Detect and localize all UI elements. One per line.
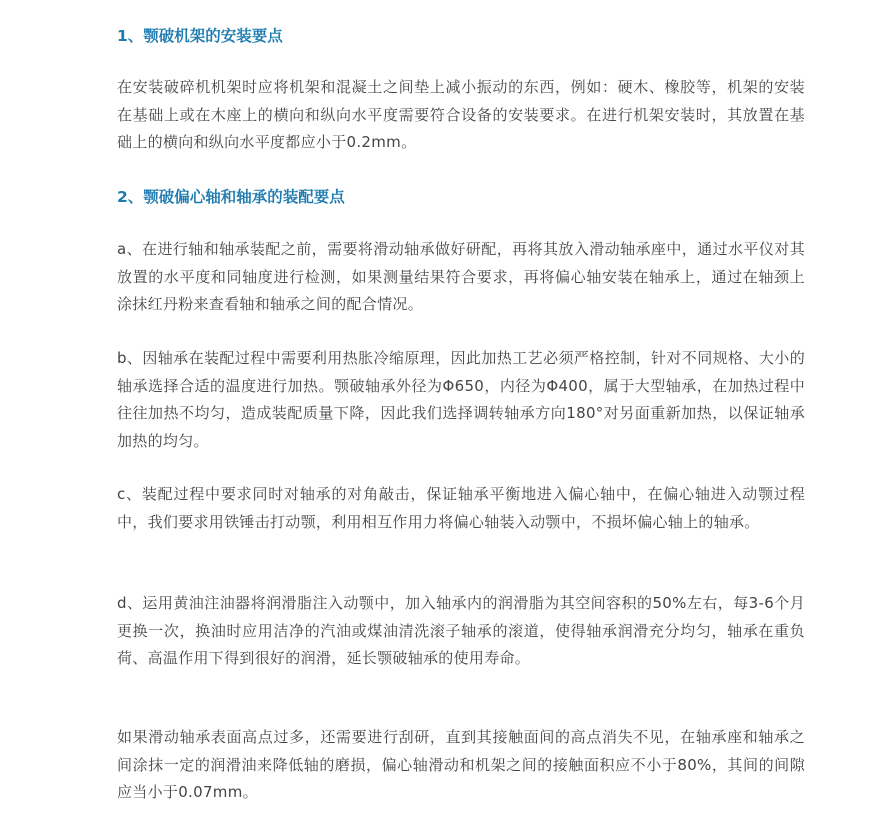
- paragraph-item-d: d、运用黄油注油器将润滑脂注入动颚中，加入轴承内的润滑脂为其空间容积的50%左右，每3-6个月更换一次，换油时应用洁净的汽油或煤油清洗滚子轴承的滚道，使得轴承润滑充分均匀，轴承在重负荷、高温作用下得到很好的润滑，延长颚破轴承的使用寿命。: [117, 594, 805, 667]
- paragraph-scraping: 如果滑动轴承表面高点过多，还需要进行刮研，直到其接触面间的高点消失不见，在轴承座和轴承之间涂抹一定的润滑油来降低轴的磨损，偏心轴滑动和机架之间的接触面积应不小于80%，其间的间隙应当小于0.07mm。: [117, 728, 805, 801]
- section-heading-shaft-bearing: 2、颚破偏心轴和轴承的装配要点: [117, 188, 345, 206]
- paragraph-item-c: c、装配过程中要求同时对轴承的对角敲击，保证轴承平衡地进入偏心轴中，在偏心轴进入动颚过程中，我们要求用铁锤击打动颚，利用相互作用力将偏心轴装入动颚中，不损坏偏心轴上的轴承。: [117, 485, 805, 531]
- section-heading-frame-installation: 1、颚破机架的安装要点: [117, 27, 283, 45]
- paragraph-frame-installation: 在安装破碎机机架时应将机架和混凝土之间垫上减小振动的东西，例如：硬木、橡胶等，机架的安装在基础上或在木座上的横向和纵向水平度需要符合设备的安装要求。在进行机架安装时，其放置在基础上的横向和纵向水平度都应小于0.2mm。: [117, 78, 805, 151]
- paragraph-item-a: a、在进行轴和轴承装配之前，需要将滑动轴承做好研配，再将其放入滑动轴承座中，通过水平仪对其放置的水平度和同轴度进行检测，如果测量结果符合要求，再将偏心轴安装在轴承上，通过在轴颈上涂抹红丹粉来查看轴和轴承之间的配合情况。: [117, 240, 805, 313]
- paragraph-item-b: b、因轴承在装配过程中需要利用热胀冷缩原理，因此加热工艺必须严格控制，针对不同规格、大小的轴承选择合适的温度进行加热。颚破轴承外径为Φ650，内径为Φ400，属于大型轴承，在加热过程中往往加热不均匀，造成装配质量下降，因此我们选择调转轴承方向180°对另面重新加热，以保证轴承加热的均匀。: [117, 349, 805, 450]
